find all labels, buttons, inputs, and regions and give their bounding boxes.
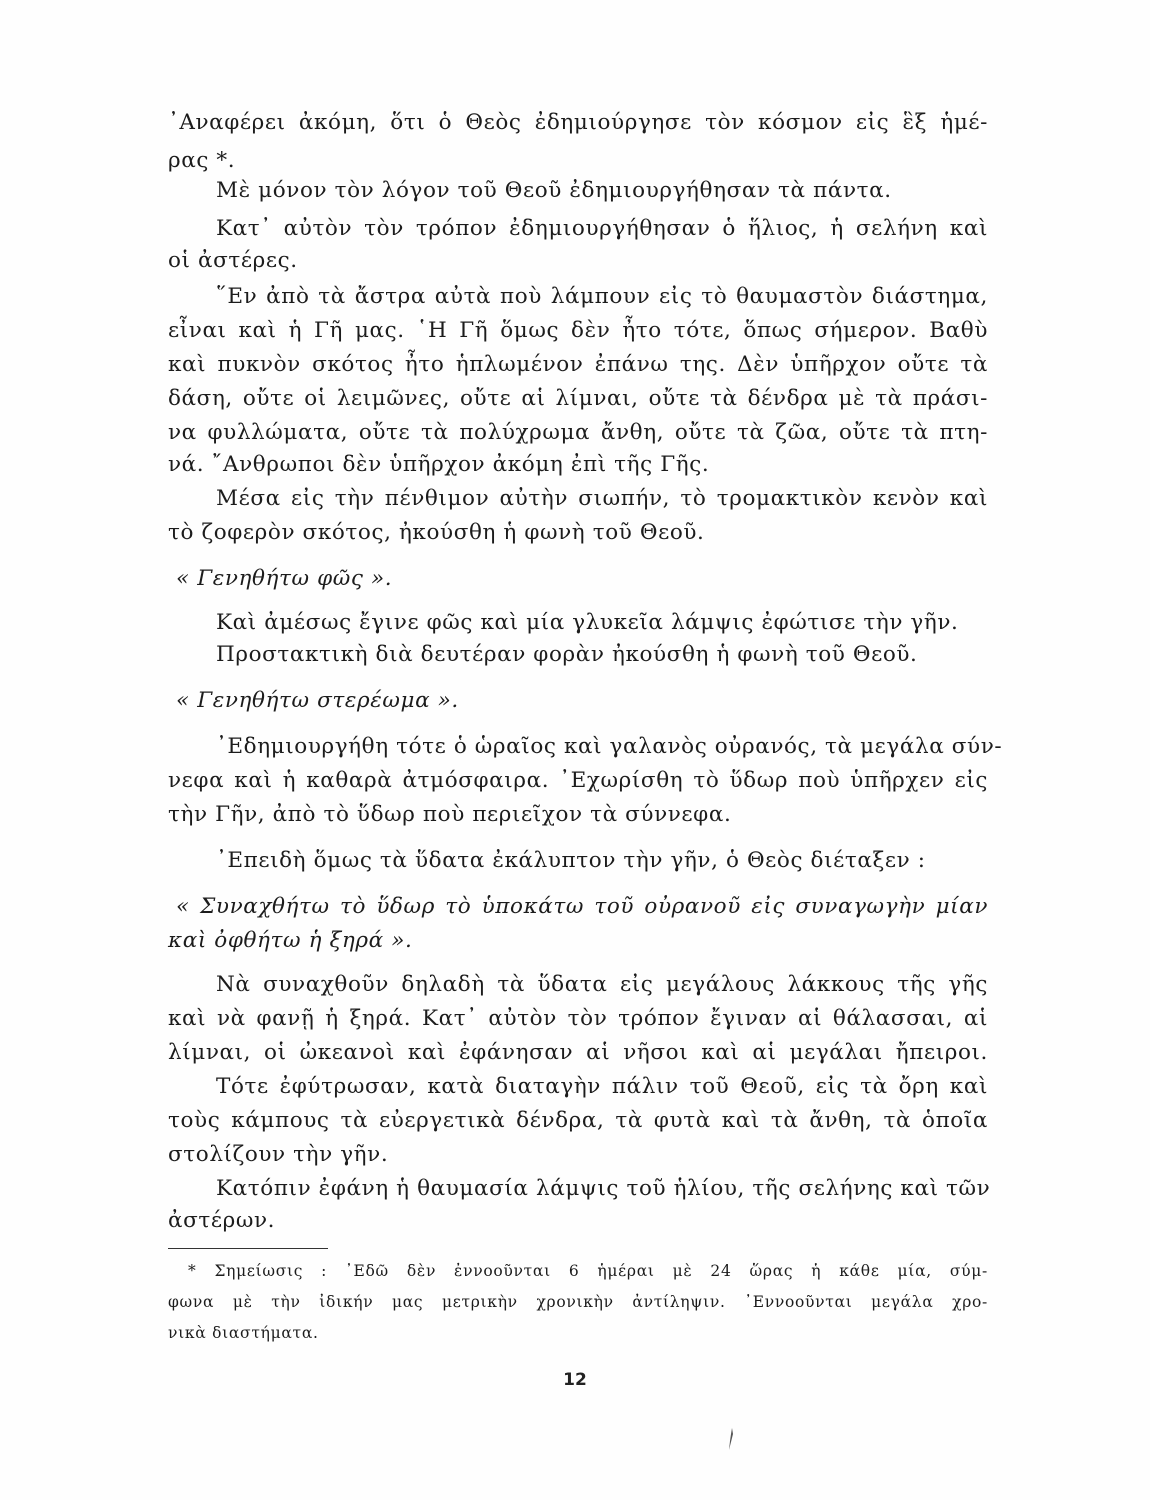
text-line: τὴν Γῆν, ἀπὸ τὸ ὕδωρ ποὺ περιεῖχον τὰ σύννεφα. [168,802,732,827]
ink-speck [728,1428,734,1450]
text-line: καὶ νὰ φανῇ ἡ ξηρά. Κατ᾿ αὐτὸν τὸν τρόπον ἔγιναν αἱ θάλασσαι, αἱ [168,1006,988,1031]
page-number: 12 [563,1370,587,1390]
text-line: ῞Εν ἀπὸ τὰ ἄστρα αὐτὰ ποὺ λάμπουν εἰς τὸ θαυμαστὸν διάστημα, [216,284,988,309]
text-line: ρας *. [168,148,236,173]
text-line: στολίζουν τὴν γῆν. [168,1142,389,1167]
text-line: να φυλλώματα, οὔτε τὰ πολύχρωμα ἄνθη, οὔτε τὰ ζῶα, οὔτε τὰ πτη- [168,420,988,445]
footnote-line: * Σημείωσις : ᾿Εδῶ δὲν ἐννοοῦνται 6 ἡμέραι μὲ 24 ὥρας ἡ κάθε μία, σύμ- [188,1262,988,1280]
text-line: Μέσα εἰς τὴν πένθιμον αὐτὴν σιωπήν, τὸ τρομακτικὸν κενὸν καὶ [216,486,988,511]
footnote-line: φωνα μὲ τὴν ἰδικήν μας μετρικὴν χρονικὴν ἀντίληψιν. ᾿Εννοοῦνται μεγάλα χρο- [168,1293,988,1311]
text-line: Κατόπιν ἐφάνη ἡ θαυμασία λάμψις τοῦ ἡλίου, τῆς σελήνης καὶ τῶν [216,1176,991,1201]
text-line: ᾿Αναφέρει ἀκόμη, ὅτι ὁ Θεὸς ἐδημιούργησε τὸν κόσμον εἰς ἓξ ἡμέ- [168,110,988,135]
text-line: εἶναι καὶ ἡ Γῆ μας. ῾Η Γῆ ὅμως δὲν ἦτο τότε, ὅπως σήμερον. Βαθὺ [168,318,988,343]
quote-line: καὶ ὀφθήτω ἡ ξηρά ». [168,928,413,953]
text-line: δάση, οὔτε οἱ λειμῶνες, οὔτε αἱ λίμναι, οὔτε τὰ δένδρα μὲ τὰ πράσι- [168,386,988,411]
text-line: Μὲ μόνον τὸν λόγον τοῦ Θεοῦ ἐδημιουργήθησαν τὰ πάντα. [216,178,892,203]
text-line: Νὰ συναχθοῦν δηλαδὴ τὰ ὕδατα εἰς μεγάλους λάκκους τῆς γῆς [216,972,988,997]
text-line: Προστακτικὴ διὰ δευτέραν φορὰν ἠκούσθη ἡ φωνὴ τοῦ Θεοῦ. [216,642,918,667]
text-line: ᾿Εδημιουργήθη τότε ὁ ὡραῖος καὶ γαλανὸς οὐρανός, τὰ μεγάλα σύν- [216,734,1003,759]
text-line: καὶ πυκνὸν σκότος ἦτο ἡπλωμένον ἐπάνω της. Δὲν ὑπῆρχον οὔτε τὰ [168,352,988,377]
text-line: οἱ ἀστέρες. [168,248,298,273]
text-line: Τότε ἐφύτρωσαν, κατὰ διαταγὴν πάλιν τοῦ Θεοῦ, εἰς τὰ ὄρη καὶ [216,1074,988,1099]
text-line: Κατ᾿ αὐτὸν τὸν τρόπον ἐδημιουργήθησαν ὁ ἥλιος, ἡ σελήνη καὶ [216,216,988,241]
text-line: νά. ῎Ανθρωποι δὲν ὑπῆρχον ἀκόμη ἐπὶ τῆς Γῆς. [168,452,710,477]
quote-line: « Γενηθήτω στερέωμα ». [176,688,459,713]
text-line: νεφα καὶ ἡ καθαρὰ ἀτμόσφαιρα. ᾿Εχωρίσθη τὸ ὕδωρ ποὺ ὑπῆρχεν εἰς [168,768,988,793]
text-line: ἀστέρων. [168,1208,276,1233]
quote-line: « Συναχθήτω τὸ ὕδωρ τὸ ὑποκάτω τοῦ οὐρανοῦ εἰς συναγωγὴν μίαν [176,894,988,919]
footnote-divider [168,1248,328,1249]
text-line: λίμναι, οἱ ὠκεανοὶ καὶ ἐφάνησαν αἱ νῆσοι καὶ αἱ μεγάλαι ἤπειροι. [168,1040,988,1065]
text-line: τοὺς κάμπους τὰ εὐεργετικὰ δένδρα, τὰ φυτὰ καὶ τὰ ἄνθη, τὰ ὁποῖα [168,1108,988,1133]
text-line: ᾿Επειδὴ ὅμως τὰ ὕδατα ἐκάλυπτον τὴν γῆν, ὁ Θεὸς διέταξεν : [216,848,926,873]
footnote-line: νικὰ διαστήματα. [168,1324,319,1342]
text-line: Καὶ ἀμέσως ἔγινε φῶς καὶ μία γλυκεῖα λάμψις ἐφώτισε τὴν γῆν. [216,610,959,635]
quote-line: « Γενηθήτω φῶς ». [176,566,393,591]
text-line: τὸ ζοφερὸν σκότος, ἠκούσθη ἡ φωνὴ τοῦ Θεοῦ. [168,520,705,545]
